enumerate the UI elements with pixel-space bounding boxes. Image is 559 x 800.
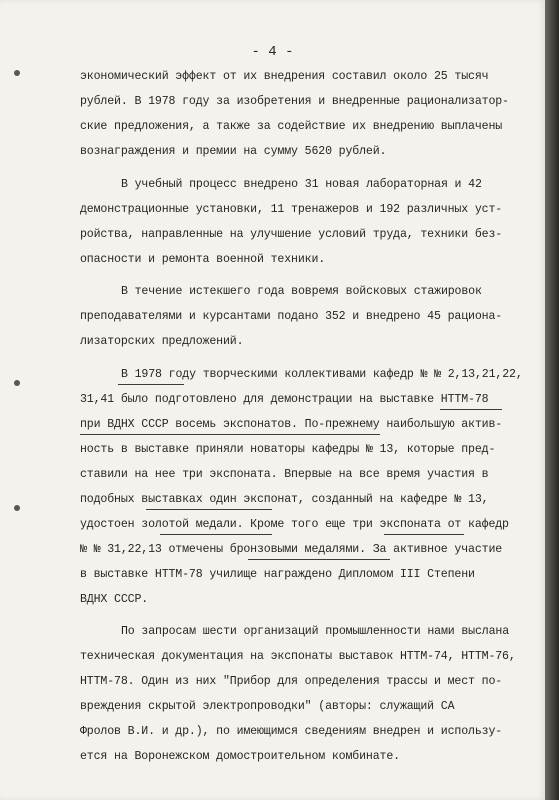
text-line: демонстрационные установки, 11 тренажеров и 192 различных уст- xyxy=(80,203,503,216)
page-edge-shadow xyxy=(545,0,559,800)
text-line: ставили на нее три экспоната. Впервые на все время участия в xyxy=(80,468,489,481)
text-line: в выставке НТТМ-78 училище награждено Дипломом III Степени xyxy=(80,568,475,581)
text-line: вознаграждения и премии на сумму 5620 рублей. xyxy=(80,145,387,158)
binding-hole xyxy=(14,505,20,511)
text-line: ется на Воронежском домостроительном комбинате. xyxy=(80,750,400,763)
handwritten-underline xyxy=(440,409,502,410)
text-line: опасности и ремонта военной техники. xyxy=(80,253,326,266)
text-line: По запросам шести организаций промышленности нами выслана xyxy=(121,625,510,638)
handwritten-underline xyxy=(80,434,380,435)
handwritten-underline xyxy=(160,534,272,535)
text-line: техническая документация на экспонаты выставок НТТМ-74, НТТМ-76, xyxy=(80,650,516,663)
text-line: НТТМ-78. Один из них "Прибор для определения трассы и мест по- xyxy=(80,675,503,688)
text-line: рублей. В 1978 году за изобретения и внедренные рационализатор- xyxy=(80,95,509,108)
text-line: преподавателями и курсантами подано 352 и внедрено 45 рациона- xyxy=(80,310,503,323)
text-line: вреждения скрытой электропроводки" (авторы: служащий СА xyxy=(80,700,455,713)
handwritten-underline xyxy=(248,559,390,560)
text-line: № № 31,22,13 отмечены бронзовыми медалями. За активное участие xyxy=(80,543,503,556)
text-line: Фролов В.И. и др.), по имеющимся сведениям внедрен и использу- xyxy=(80,725,503,738)
handwritten-underline xyxy=(384,534,464,535)
text-line: В учебный процесс внедрено 31 новая лабораторная и 42 xyxy=(121,178,482,191)
text-line: ские предложения, а также за содействие их внедрению выплачены xyxy=(80,120,503,133)
text-line: В 1978 году творческими коллективами кафедр № № 2,13,21,22, xyxy=(121,368,523,381)
handwritten-underline xyxy=(146,509,272,510)
binding-hole xyxy=(14,70,20,76)
text-line: ВДНХ СССР. xyxy=(80,593,149,606)
text-line: 31,41 было подготовлено для демонстрации на выставке НТТМ-78 xyxy=(80,393,489,406)
text-line: при ВДНХ СССР восемь экспонатов. По-прежнему наибольшую актив- xyxy=(80,418,503,431)
text-line: ность в выставке приняли новаторы кафедры № 13, которые пред- xyxy=(80,443,496,456)
text-line: лизаторских предложений. xyxy=(80,335,244,348)
text-line: В течение истекшего года вовремя войсковых стажировок xyxy=(121,285,482,298)
text-line: удостоен золотой медали. Кроме того еще три экспоната от кафедр xyxy=(80,518,509,531)
text-line: ройства, направленные на улучшение условий труда, техники без- xyxy=(80,228,503,241)
page-number: - 4 - xyxy=(251,44,294,60)
binding-hole xyxy=(14,380,20,386)
handwritten-underline xyxy=(118,384,184,385)
text-line: экономический эффект от их внедрения составил около 25 тысяч xyxy=(80,70,489,83)
text-line: подобных выставках один экспонат, созданный на кафедре № 13, xyxy=(80,493,489,506)
